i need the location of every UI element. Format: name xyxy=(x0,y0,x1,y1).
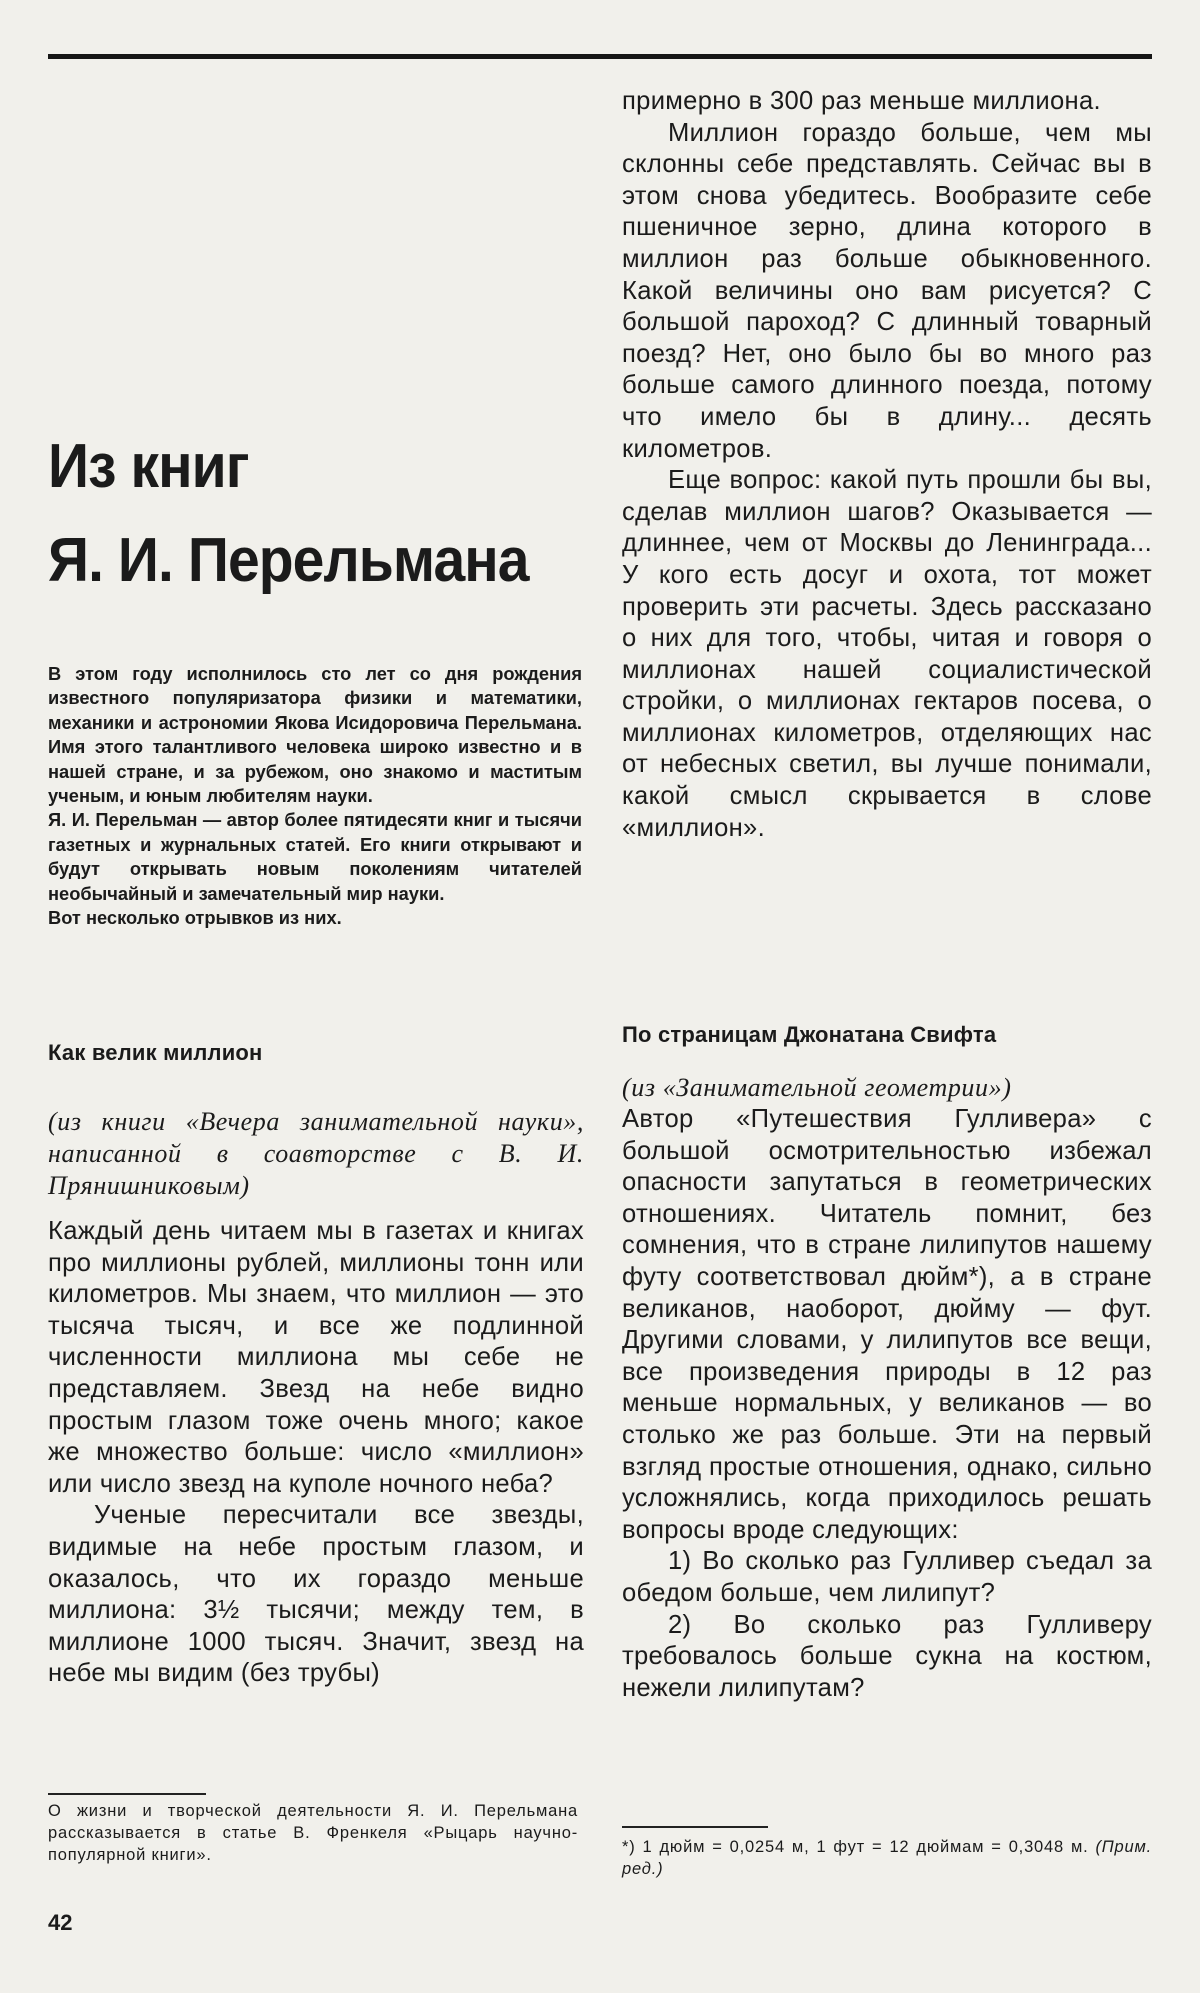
article1-paragraph-3: примерно в 300 раз меньше миллиона. xyxy=(622,87,1101,115)
article2-source: (из «Занимательной геометрии») xyxy=(622,1073,1012,1102)
article2-body xyxy=(622,1072,1152,1704)
article2-heading: По страницам Джонатана Свифта xyxy=(622,1022,997,1047)
footnote-rule-left xyxy=(48,1793,206,1795)
title-line-2: Я. И. Перельмана xyxy=(48,526,529,595)
footnote-left-text: О жизни и творческой деятельности Я. И. Перельмана рассказывается в статье В. Френкеля «Рыцарь научно-популярной книги». xyxy=(48,1802,578,1864)
article1-body-right xyxy=(622,86,1152,844)
page-number: 42 xyxy=(48,1910,73,1935)
article2-paragraph-1: Автор «Путешествия Гулливера» с большой осмотрительностью избежал опасности запутаться в геометрических отношениях. Читатель помнит, без сомнения, что в стране лилипутов нашему футу соответствовал дюйм*), а в стране великанов, наоборот, дюйму — фут. Другими словами, у лилипутов все вещи, все произведения природы в 12 раз меньше нормальных, у великанов — во столько же раз больше. Эти на первый взгляд простые отношения, однако, сильно усложнялись, когда приходилось решать вопросы вроде следующих: xyxy=(622,1105,1152,1544)
page-title xyxy=(48,420,529,608)
intro-paragraph-1: В этом году исполнилось сто лет со дня рождения известного популяризатора физики и математики, механики и астрономии Якова Исидоровича Перельмана. Имя этого талантливого человека широко известно и в нашей стране, и за рубежом, оно знакомо и маститым ученым, и юным любителям науки. xyxy=(48,663,582,807)
footnote-right-note: (Прим. ред.) xyxy=(622,1838,1152,1878)
article1-source: (из книги «Вечера занимательной науки», написанной в соавторстве с В. И. Прянишниковым) xyxy=(48,1107,584,1200)
article1-paragraph-4: Миллион гораздо больше, чем мы склонны себе представлять. Сейчас вы в этом снова убедитесь. Вообразите себе пшеничное зерно, длина которого в миллион раз больше обыкновенного. Какой величины оно вам рисуется? С большой пароход? С длинный товарный поезд? Нет, оно было бы во много раз больше самого длинного поезда, потому что имело бы в длину... десять километров. xyxy=(622,118,1152,463)
footnote-right-text: *) 1 дюйм = 0,0254 м, 1 фут = 12 дюймам = 0,3048 м. xyxy=(622,1838,1089,1856)
article2-question-2: 2) Во сколько раз Гулливеру требовалось больше сукна на костюм, нежели лилипутам? xyxy=(622,1610,1152,1702)
article1-body-left xyxy=(48,1106,584,1690)
article1-paragraph-5: Еще вопрос: какой путь прошли бы вы, сделав миллион шагов? Оказывается — длиннее, чем от Москвы до Ленинграда... У кого есть досуг и охота, тот может проверить эти расчеты. Здесь рассказано о них для того, чтобы, читая и говоря о миллионах нашей социалистической стройки, о миллионах гектаров посева, о миллионах километров, отделяющих нас от небесных светил, вы лучше понимали, какой смысл скрывается в слове «миллион». xyxy=(622,466,1152,842)
article1-paragraph-1: Каждый день читаем мы в газетах и книгах про миллионы рублей, миллионы тонн или километров. Мы знаем, что миллион — это тысяча тысяч, и все же подлинной численности миллиона мы себе не представляем. Звезд на небе видно простым глазом тоже очень много; какое же множество больше: число «миллион» или число звезд на куполе ночного неба? xyxy=(48,1217,584,1498)
article1-paragraph-2: Ученые пересчитали все звезды, видимые на небе простым глазом, и оказалось, что их гораздо меньше миллиона: 3½ тысячи; между тем, в миллионе 1000 тысяч. Значит, звезд на небе мы видим (без трубы) xyxy=(48,1501,584,1688)
top-rule xyxy=(48,54,1152,59)
title-line-1: Из книг xyxy=(48,432,249,501)
footnote-left xyxy=(48,1800,578,1866)
article2-question-1: 1) Во сколько раз Гулливер съедал за обедом больше, чем лилипут? xyxy=(622,1547,1152,1607)
intro-paragraph-2: Я. И. Перельман — автор более пятидесяти книг и тысячи газетных и журнальных статей. Его книги открывают и будут открывать новым поколениям читателей необычайный и замечательный мир науки. xyxy=(48,809,582,904)
intro-paragraph-3: Вот несколько отрывков из них. xyxy=(48,907,342,929)
intro-block xyxy=(48,662,582,930)
article1-heading: Как велик миллион xyxy=(48,1040,263,1065)
footnote-right xyxy=(622,1836,1152,1880)
footnote-rule-right xyxy=(622,1826,768,1828)
